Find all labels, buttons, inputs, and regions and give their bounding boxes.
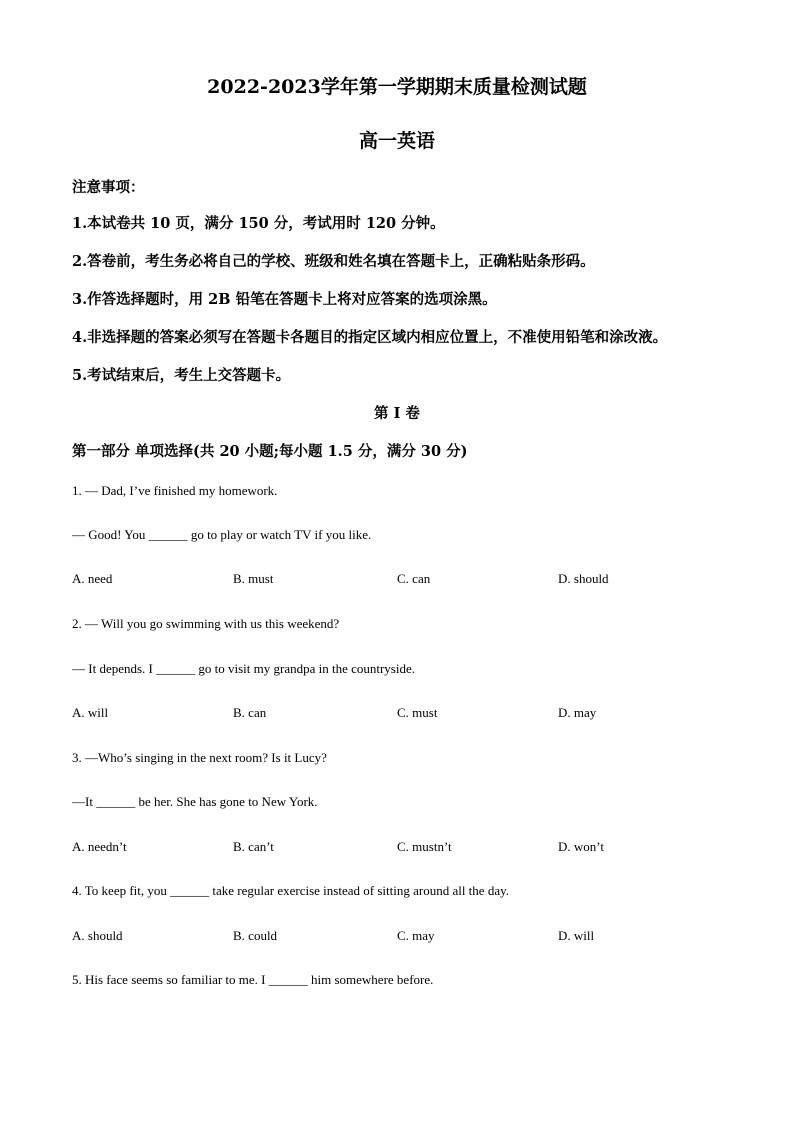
option-a: A. needn’t	[72, 839, 127, 854]
option-c: C. must	[397, 705, 438, 720]
volume-heading: 第 I 卷	[374, 405, 420, 422]
option-d: D. may	[558, 705, 597, 720]
question-line: 4. To keep fit, you ______ take regular exercise instead of sitting around all the day.	[72, 883, 509, 898]
note-item: 2.答卷前，考生务必将自己的学校、班级和姓名填在答题卡上，正确粘贴条形码。	[72, 253, 595, 270]
question-line: 2. — Will you go swimming with us this weekend?	[72, 616, 340, 631]
option-d: D. will	[558, 928, 595, 943]
note-item: 4.非选择题的答案必须写在答题卡各题目的指定区域内相应位置上，不准使用铅笔和涂改液。	[72, 329, 668, 346]
option-b: B. can’t	[233, 839, 274, 854]
exam-subtitle: 高一英语	[358, 130, 435, 152]
option-d: D. won’t	[558, 839, 604, 854]
option-b: B. could	[233, 928, 278, 943]
question-line: — It depends. I ______ go to visit my grandpa in the countryside.	[72, 661, 416, 676]
question-line: 3. —Who’s singing in the next room? Is it Lucy?	[72, 750, 327, 765]
option-b: B. must	[233, 571, 274, 586]
note-item: 3.作答选择题时，用 2B 铅笔在答题卡上将对应答案的选项涂黑。	[72, 291, 497, 308]
question-line: 1. — Dad, I’ve finished my homework.	[72, 483, 278, 498]
section-heading: 第一部分 单项选择(共 20 小题;每小题 1.5 分，满分 30 分)	[72, 443, 468, 460]
option-c: C. can	[397, 571, 431, 586]
option-a: A. need	[72, 571, 113, 586]
exam-title: 2022-2023学年第一学期期末质量检测试题	[207, 76, 587, 98]
option-a: A. will	[72, 705, 109, 720]
question-line: —It ______ be her. She has gone to New York.	[72, 794, 318, 809]
option-b: B. can	[233, 705, 267, 720]
question-line: — Good! You ______ go to play or watch TV if you like.	[72, 527, 372, 542]
option-c: C. may	[397, 928, 435, 943]
option-a: A. should	[72, 928, 123, 943]
option-c: C. mustn’t	[397, 839, 452, 854]
question-line: 5. His face seems so familiar to me. I ______ him somewhere before.	[72, 972, 434, 987]
option-d: D. should	[558, 571, 609, 586]
note-item: 1.本试卷共 10 页，满分 150 分，考试用时 120 分钟。	[72, 215, 445, 232]
note-item: 5.考试结束后，考生上交答题卡。	[72, 367, 291, 384]
notes-heading: 注意事项：	[72, 179, 145, 196]
